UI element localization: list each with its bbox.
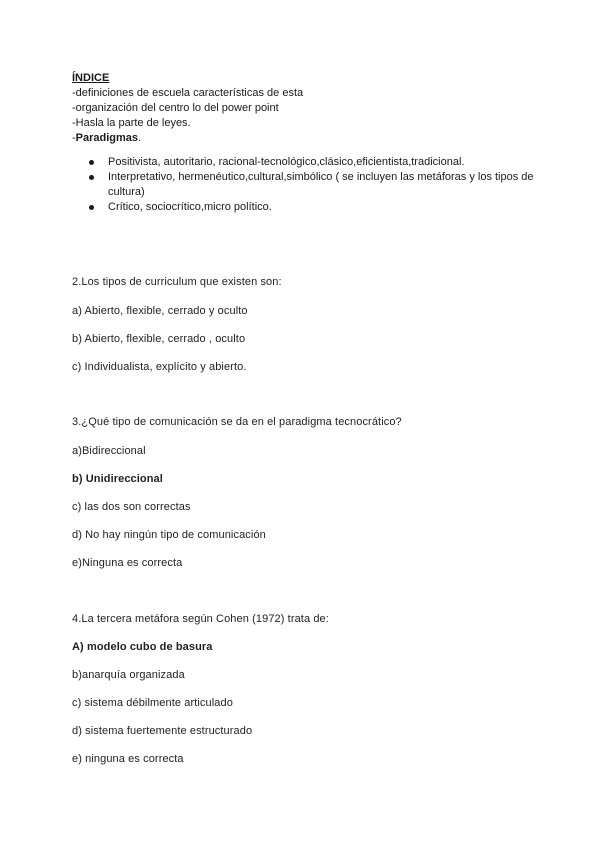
answer-option: a) Abierto, flexible, cerrado y oculto	[72, 305, 248, 317]
paradigm-text: Positivista, autoritario, racional-tecnológico,clásico,eficientista,tradicional.	[108, 156, 465, 168]
question-text: 4.La tercera metáfora según Cohen (1972) trata de:	[72, 613, 329, 625]
answer-option: c) sistema débilmente articulado	[72, 697, 233, 709]
answer-option: e) ninguna es correcta	[72, 753, 184, 765]
list-item	[108, 170, 542, 200]
index-line: -organización del centro lo del power point	[72, 102, 279, 114]
answer-option: d) sistema fuertemente estructurado	[72, 725, 253, 737]
answer-option: c) las dos son correctas	[72, 501, 191, 513]
list-item	[108, 155, 542, 170]
paradigms-label: Paradigmas	[75, 132, 139, 144]
index-line: -Hasla la parte de leyes.	[72, 117, 191, 129]
answer-option: d) No hay ningún tipo de comunicación	[72, 529, 266, 541]
bullet-icon	[89, 160, 94, 165]
bullet-icon	[89, 175, 94, 180]
index-section	[72, 71, 542, 215]
paradigms-list	[72, 155, 542, 215]
answer-option: e)Ninguna es correcta	[72, 557, 183, 569]
index-paradigms-line	[72, 131, 542, 146]
paradigms-prefix: -	[72, 132, 76, 144]
bullet-icon	[89, 205, 94, 210]
index-line: -definiciones de escuela características de esta	[72, 87, 304, 99]
answer-option: b) Abierto, flexible, cerrado , oculto	[72, 333, 246, 345]
answer-option: a)Bidireccional	[72, 445, 146, 457]
paradigm-text: Crítico, sociocrítico,micro político.	[108, 201, 272, 213]
question-text: 2.Los tipos de curriculum que existen son:	[72, 276, 282, 288]
answer-option-correct: A) modelo cubo de basura	[72, 641, 213, 653]
question-text: 3.¿Qué tipo de comunicación se da en el paradigma tecnocrático?	[72, 416, 402, 428]
answer-option-correct: b) Unidireccional	[72, 473, 163, 485]
paradigm-text: Interpretativo, hermenéutico,cultural,simbólico ( se incluyen las metáforas y los tipos de cultura)	[108, 171, 534, 198]
index-title: ÍNDICE	[72, 72, 110, 84]
answer-option: c) Individualista, explícito y abierto.	[72, 361, 247, 373]
list-item	[108, 200, 542, 215]
paradigms-suffix: .	[138, 132, 142, 144]
answer-option: b)anarquía organizada	[72, 669, 185, 681]
